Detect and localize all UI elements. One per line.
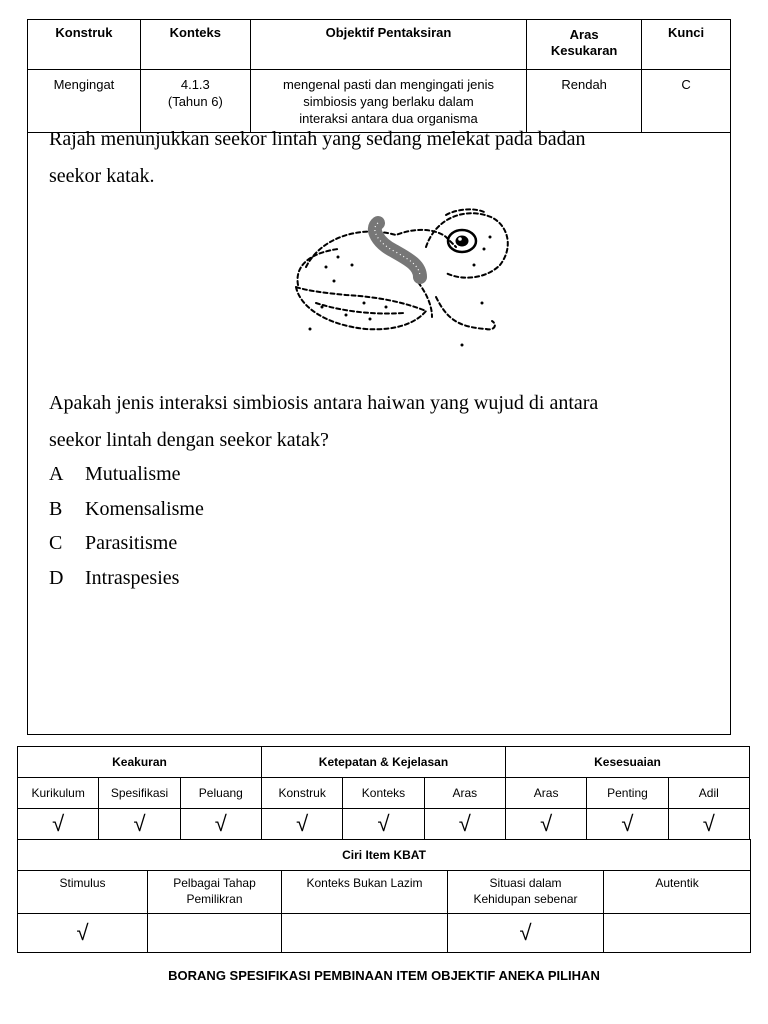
frog-eye xyxy=(448,230,476,252)
header-aras-text: Aras Kesukaran xyxy=(550,27,618,58)
konteks-year: (Tahun 6) xyxy=(167,94,223,109)
criterion-konstruk: Konstruk xyxy=(261,778,342,809)
kbat-check-konteks-bukan-lazim[interactable] xyxy=(282,914,448,953)
criterion-konteks: Konteks xyxy=(343,778,424,809)
kbat-check-pelbagai-tahap[interactable] xyxy=(148,914,282,953)
konteks-code: 4.1.3 xyxy=(180,77,210,92)
assessment-table xyxy=(17,746,750,840)
criterion-aras-ketepatan: Aras xyxy=(424,778,505,809)
check-penting[interactable]: √ xyxy=(587,809,668,840)
kbat-header-stimulus xyxy=(18,871,148,914)
check-aras-ketepatan[interactable]: √ xyxy=(424,809,505,840)
criterion-kurikulum: Kurikulum xyxy=(18,778,99,809)
kbat-header-pelbagai-line2: Pemilikran xyxy=(186,892,243,906)
check-konstruk[interactable]: √ xyxy=(261,809,342,840)
header-aras xyxy=(527,20,642,70)
header-kunci: Kunci xyxy=(642,20,731,70)
option-a-text: Mutualisme xyxy=(85,463,181,485)
check-konteks[interactable]: √ xyxy=(343,809,424,840)
kbat-header-konteks-line1: Konteks Bukan Lazim xyxy=(306,876,423,890)
frog-front-leg xyxy=(436,297,495,329)
stem-line-2: seekor lintah dengan seekor katak? xyxy=(49,429,329,451)
header-konstruk: Konstruk xyxy=(28,20,141,70)
objektif-line-2: simbiosis yang berlaku dalam xyxy=(303,94,474,109)
check-adil[interactable]: √ xyxy=(668,809,749,840)
criterion-peluang: Peluang xyxy=(180,778,261,809)
kbat-header-situasi-line2: Kehidupan sebenar xyxy=(473,892,578,906)
kbat-header-situasi-line1: Situasi dalam xyxy=(489,876,562,890)
value-konstruk: Mengingat xyxy=(28,70,141,133)
kbat-check-row xyxy=(18,914,751,953)
kbat-title: Ciri Item KBAT xyxy=(18,840,751,871)
group-keakuran: Keakuran xyxy=(18,747,262,778)
check-spesifikasi[interactable]: √ xyxy=(99,809,180,840)
form-title-footer: BORANG SPESIFIKASI PEMBINAAN ITEM OBJEKTIF ANEKA PILIHAN xyxy=(168,968,600,983)
frog-back-outline xyxy=(298,249,338,285)
option-c-letter: C xyxy=(49,532,63,554)
kbat-header-autentik xyxy=(604,871,751,914)
objektif-line-1: mengenal pasti dan mengingati jenis xyxy=(282,77,494,92)
header-konteks: Konteks xyxy=(140,20,250,70)
frog-leech-illustration xyxy=(286,207,516,357)
criterion-aras-kesesuaian: Aras xyxy=(505,778,586,809)
group-kesesuaian: Kesesuaian xyxy=(505,747,749,778)
check-kurikulum[interactable]: √ xyxy=(18,809,99,840)
check-peluang[interactable]: √ xyxy=(180,809,261,840)
criterion-penting: Penting xyxy=(587,778,668,809)
option-b-text: Komensalisme xyxy=(85,498,204,520)
option-c-text: Parasitisme xyxy=(85,532,178,554)
criterion-adil: Adil xyxy=(668,778,749,809)
spec-header-row xyxy=(28,20,731,70)
kbat-table xyxy=(17,839,751,953)
group-ketepatan: Ketepatan & Kejelasan xyxy=(261,747,505,778)
question-box xyxy=(27,123,731,735)
option-d-letter: D xyxy=(49,567,64,589)
assessment-group-row xyxy=(18,747,750,778)
kbat-check-stimulus[interactable]: √ xyxy=(18,914,148,953)
value-aras: Rendah xyxy=(527,70,642,133)
option-a-letter: A xyxy=(49,463,64,485)
kbat-header-stimulus-line1: Stimulus xyxy=(59,876,106,890)
frog-hind-leg xyxy=(296,287,426,329)
stimulus-line-1: Rajah menunjukkan seekor lintah yang sedang melekat pada badan xyxy=(49,128,586,150)
value-kunci: C xyxy=(642,70,731,133)
assessment-check-row xyxy=(18,809,750,840)
option-d-text: Intraspesies xyxy=(85,567,180,589)
frog-head-outline xyxy=(426,213,508,277)
item-spec-table xyxy=(27,19,731,133)
kbat-header-situasi xyxy=(448,871,604,914)
header-objektif: Objektif Pentaksiran xyxy=(250,20,526,70)
criterion-spesifikasi: Spesifikasi xyxy=(99,778,180,809)
check-aras-kesesuaian[interactable]: √ xyxy=(505,809,586,840)
assessment-criteria-row xyxy=(18,778,750,809)
kbat-check-situasi[interactable]: √ xyxy=(448,914,604,953)
kbat-header-row xyxy=(18,871,751,914)
frog-hind-leg-detail xyxy=(316,303,404,314)
objektif-line-3: interaksi antara dua organisma xyxy=(299,111,478,126)
kbat-header-konteks-bukan-lazim xyxy=(282,871,448,914)
kbat-title-row xyxy=(18,840,751,871)
stimulus-line-2: seekor katak. xyxy=(49,165,155,187)
kbat-header-pelbagai-tahap xyxy=(148,871,282,914)
kbat-check-autentik[interactable] xyxy=(604,914,751,953)
kbat-header-autentik-line1: Autentik xyxy=(655,876,699,890)
option-b-letter: B xyxy=(49,498,63,520)
stem-line-1: Apakah jenis interaksi simbiosis antara haiwan yang wujud di antara xyxy=(49,392,599,414)
kbat-header-pelbagai-line1: Pelbagai Tahap xyxy=(173,876,256,890)
